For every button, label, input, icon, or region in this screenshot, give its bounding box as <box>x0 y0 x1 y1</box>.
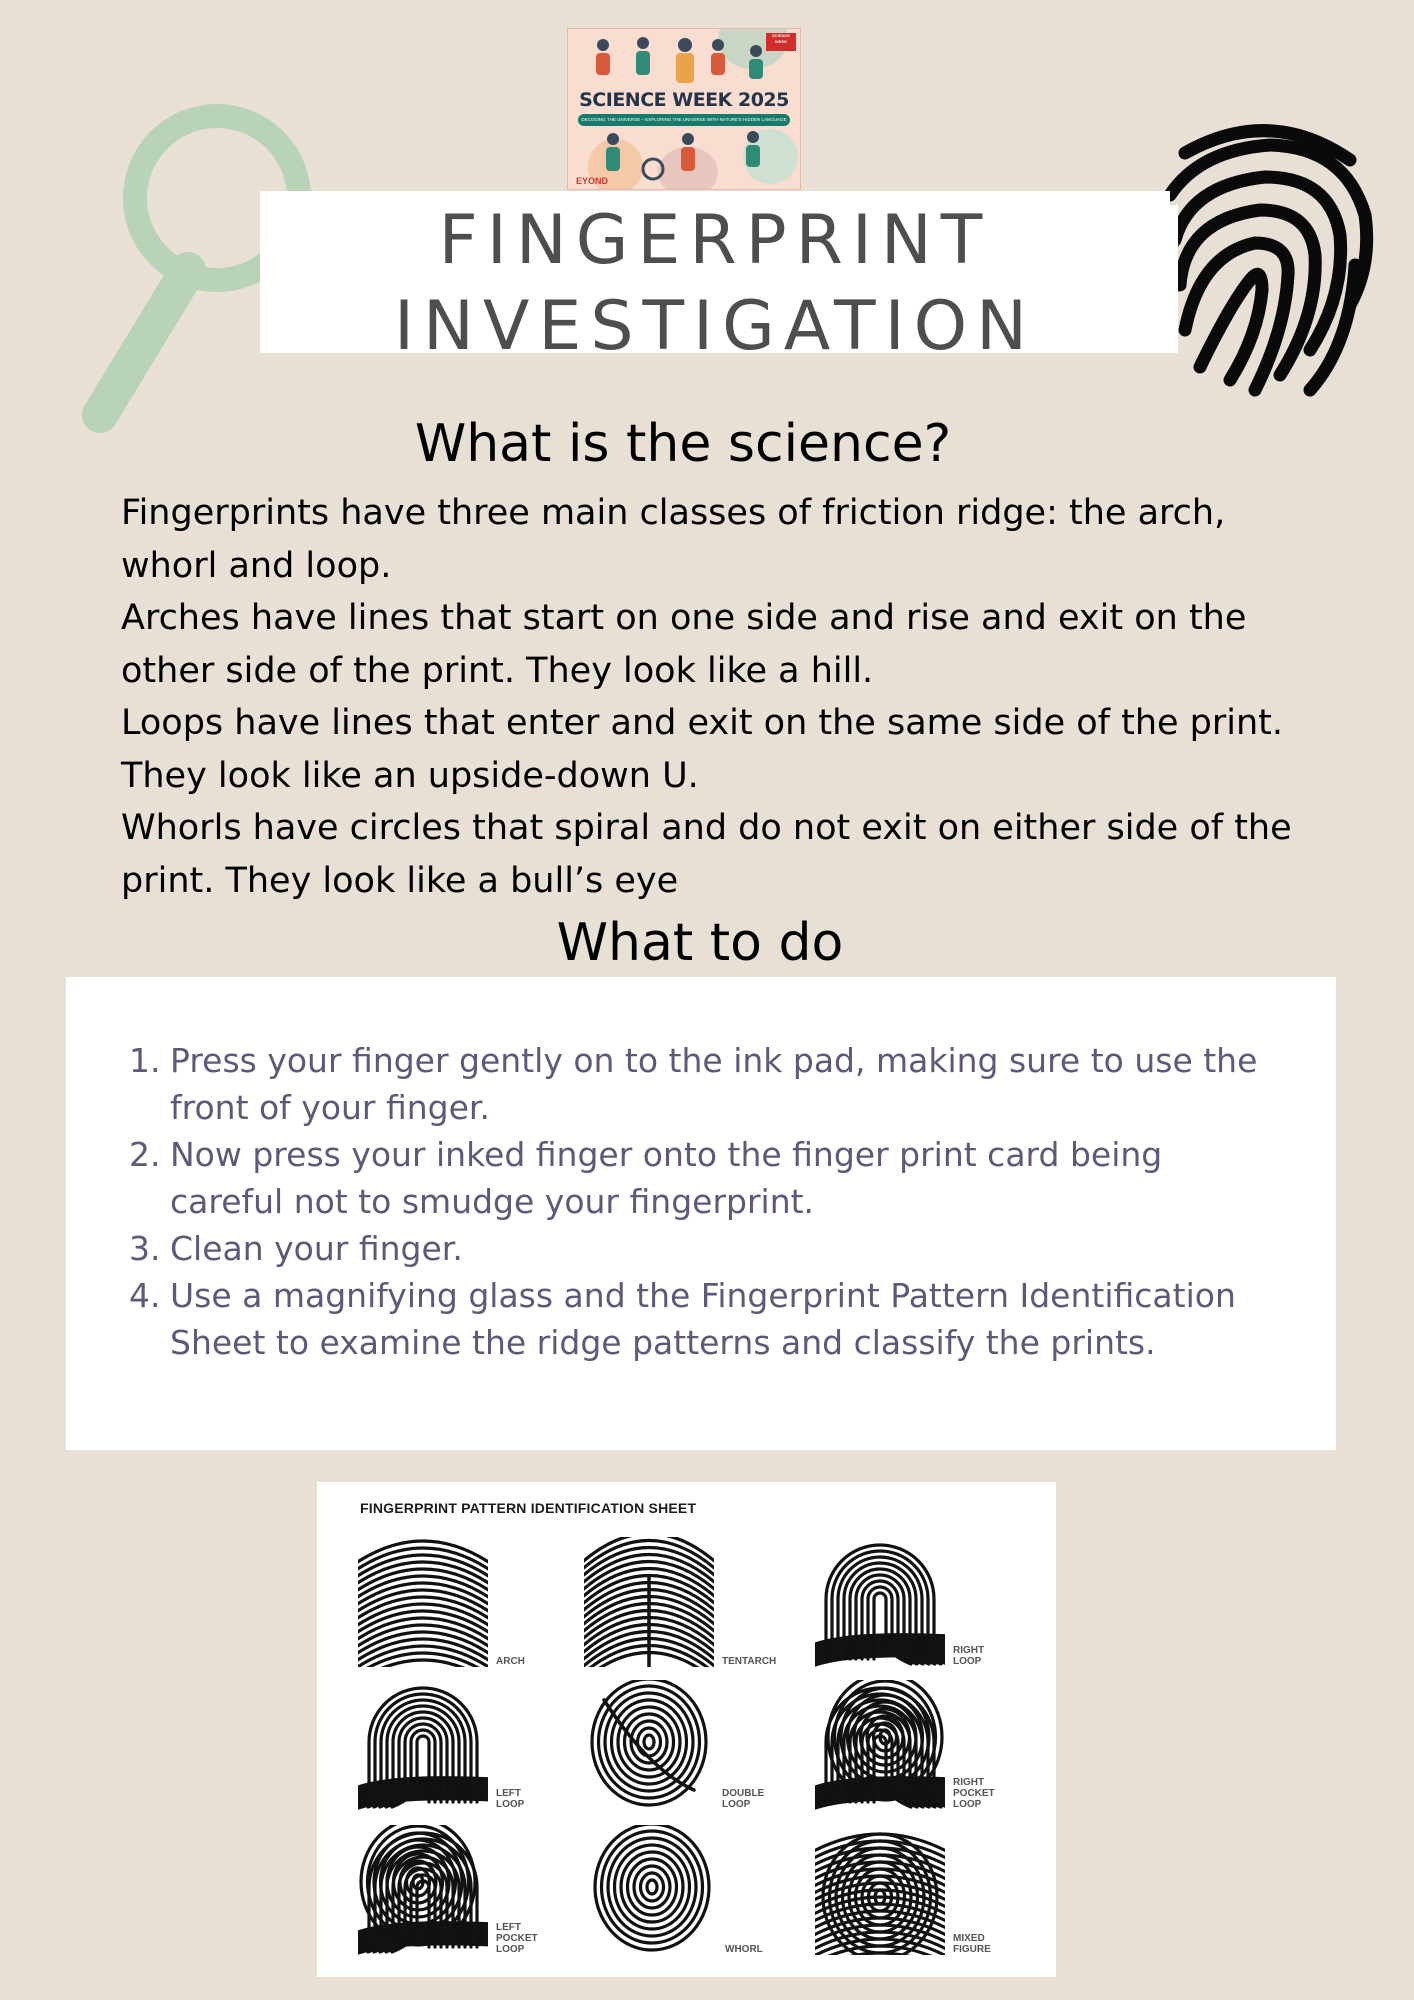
page-title <box>260 198 1170 370</box>
pattern-label: LEFT POCKET LOOP <box>496 1922 538 1955</box>
pattern-tentarch <box>584 1537 814 1667</box>
right-pocket-loop-print-icon <box>815 1680 945 1810</box>
right-loop-print-icon <box>815 1537 945 1667</box>
pattern-label: MIXED FIGURE <box>953 1933 991 1955</box>
fingerprint-icon <box>1160 115 1380 400</box>
pattern-left-pocket-loop <box>358 1825 588 1955</box>
science-paragraph: Fingerprints have three main classes of friction ridge: the arch, whorl and loop. <box>121 493 1226 586</box>
steps-panel <box>66 977 1336 1450</box>
step-item: 2. Now press your inked finger onto the finger print card being careful not to smudge your fingerprint. <box>129 1135 1163 1221</box>
pattern-label: RIGHT LOOP <box>953 1645 985 1667</box>
step-text: Use a magnifying glass and the Fingerprint Pattern Identification Sheet to examine the ridge patterns and classify the prints. <box>170 1276 1236 1362</box>
double-loop-print-icon <box>584 1680 714 1810</box>
sheet-title: FINGERPRINT PATTERN IDENTIFICATION SHEET <box>360 1500 697 1516</box>
step-text: Press your finger gently on to the ink pad, making sure to use the front of your finger. <box>170 1041 1258 1127</box>
tentarch-print-icon <box>584 1537 714 1667</box>
science-paragraph: Whorls have circles that spiral and do not exit on either side of the print. They look like a bull’s eye <box>121 808 1292 901</box>
arch-print-icon <box>358 1537 488 1667</box>
step-item: 4. Use a magnifying glass and the Fingerprint Pattern Identification Sheet to examine the ridge patterns and classify the prints. <box>129 1276 1236 1362</box>
pattern-label: DOUBLE LOOP <box>722 1788 765 1810</box>
title-line-1: FINGERPRINT <box>438 201 992 280</box>
science-paragraph: Arches have lines that start on one side and rise and exit on the other side of the print. They look like a hill. <box>121 598 1247 691</box>
pattern-double-loop <box>584 1680 814 1810</box>
mixed-figure-print-icon <box>815 1825 945 1955</box>
pattern-whorl <box>587 1825 817 1955</box>
pattern-right-pocket-loop <box>815 1680 1045 1810</box>
science-paragraph: Loops have lines that enter and exit on the same side of the print. They look like an upside-down U. <box>121 703 1284 796</box>
science-heading: What is the science? <box>414 414 952 474</box>
pattern-label: TENTARCH <box>722 1656 777 1667</box>
todo-heading: What to do <box>556 913 844 973</box>
pattern-label: LEFT LOOP <box>496 1788 525 1810</box>
logo-badge: SCIENCE WEEK <box>766 33 796 51</box>
step-text: Clean your finger. <box>170 1229 463 1268</box>
steps-list <box>129 1037 1259 1366</box>
title-line-2: INVESTIGATION <box>393 287 1037 366</box>
logo-title: SCIENCE WEEK 2025 <box>579 89 789 111</box>
pattern-arch <box>358 1537 588 1667</box>
identification-sheet <box>317 1482 1056 1977</box>
logo-tagline: DECODING THE UNIVERSE – EXPLORING THE UNIVERSE WITH NATURE'S HIDDEN LANGUAGE <box>578 114 790 126</box>
pattern-label: RIGHT POCKET LOOP <box>953 1777 995 1810</box>
step-item: 3. Clean your finger. <box>129 1229 463 1268</box>
step-text: Now press your inked finger onto the finger print card being careful not to smudge your fingerprint. <box>170 1135 1163 1221</box>
step-item: 1. Press your finger gently on to the ink pad, making sure to use the front of your finger. <box>129 1041 1258 1127</box>
pattern-mixed-figure <box>815 1825 1045 1955</box>
science-week-logo <box>567 28 801 190</box>
left-pocket-loop-print-icon <box>358 1825 488 1955</box>
logo-brand: EYOND <box>576 176 609 186</box>
whorl-print-icon <box>587 1825 717 1955</box>
pattern-label: WHORL <box>725 1944 763 1955</box>
science-text <box>121 487 1321 907</box>
pattern-label: ARCH <box>496 1656 525 1667</box>
pattern-right-loop <box>815 1537 1045 1667</box>
pattern-left-loop <box>358 1680 588 1810</box>
left-loop-print-icon <box>358 1680 488 1810</box>
